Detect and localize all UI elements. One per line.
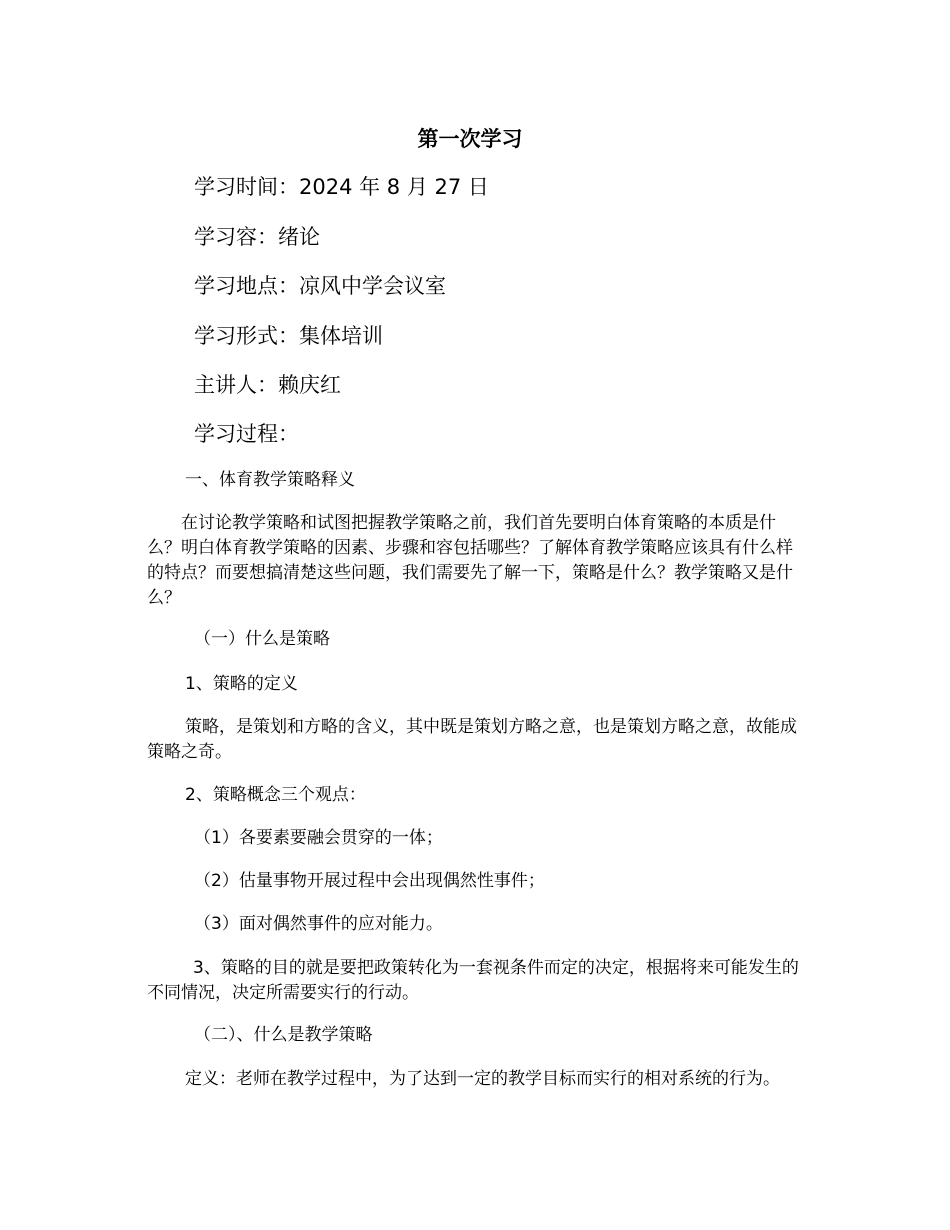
purpose-paragraph: 3、策略的目的就是要把政策转化为一套视条件而定的决定，根据将来可能发生的不同情况，决定所需要实行的行动。 <box>147 958 799 1003</box>
subsection-heading-2: （二）、什么是教学策略 <box>194 1025 373 1045</box>
views-heading: 2、策略概念三个观点： <box>185 785 366 805</box>
view-item-3: （3）面对偶然事件的应对能力。 <box>194 914 443 934</box>
subsection-heading-1: （一）什么是策略 <box>194 629 330 649</box>
intro-paragraph: 在讨论教学策略和试图把握教学策略之前，我们首先要明白体育策略的本质是什么？明白体育教学策略的因素、步骤和容包括哪些？了解体育教学策略应该具有什么样的特点？而要想搞清楚这些问题，我们需要先了解一下，策略是什么？教学策略又是什么？ <box>147 513 793 608</box>
definition-heading: 1、策略的定义 <box>185 674 298 694</box>
section-heading-1: 一、体育教学策略释义 <box>185 470 355 490</box>
study-process: 学习过程： <box>194 422 299 446</box>
study-form: 学习形式：集体培训 <box>194 324 383 348</box>
study-speaker: 主讲人：赖庆红 <box>194 373 341 397</box>
document-title: 第一次学习 <box>417 127 523 151</box>
teaching-definition-paragraph: 定义：老师在教学过程中，为了达到一定的教学目标而实行的相对系统的行为。 <box>185 1069 780 1089</box>
study-time: 学习时间：2024 年 8 月 27 日 <box>194 175 489 199</box>
definition-paragraph: 策略，是策划和方略的含义，其中既是策划方略之意，也是策划方略之意，故能成策略之奇。 <box>147 717 797 762</box>
study-content: 学习容：绪论 <box>194 225 320 249</box>
view-item-1: （1）各要素要融会贯穿的一体； <box>194 828 443 848</box>
study-location: 学习地点：凉风中学会议室 <box>194 274 446 298</box>
view-item-2: （2）估量事物开展过程中会出现偶然性事件； <box>194 871 545 891</box>
